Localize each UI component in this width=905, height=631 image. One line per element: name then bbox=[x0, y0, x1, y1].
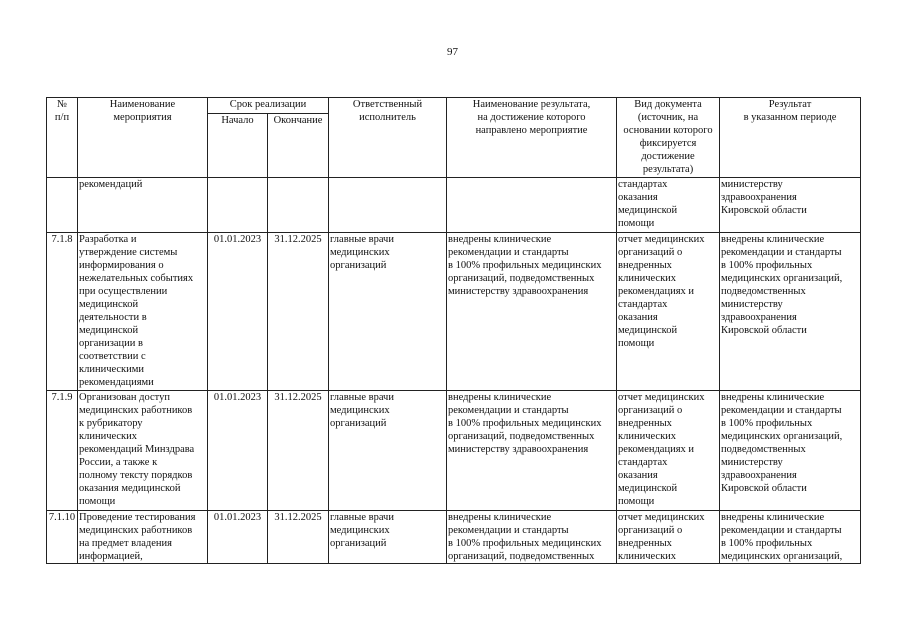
row-num: 7.1.10 bbox=[47, 511, 78, 564]
row-result-name: внедрены клинические рекомендации и стандарты в 100% профильных медицинских организаций, подведомственных bbox=[447, 511, 617, 564]
row-name: Организован доступ медицинских работников к рубрикатору клинических рекомендаций Минздрава России, а также к полному тексту порядков оказания медицинской помощи bbox=[78, 391, 208, 511]
table-row bbox=[47, 178, 861, 233]
row-name: Разработка и утверждение системы информирования о нежелательных событиях при осуществлении медицинской деятельности в медицинской организации в соответствии с клиническими рекомендациями bbox=[78, 233, 208, 391]
row-start: 01.01.2023 bbox=[208, 511, 268, 564]
page-number: 97 bbox=[447, 46, 458, 58]
header-executor: Ответственный исполнитель bbox=[329, 98, 447, 178]
row-start: 01.01.2023 bbox=[208, 233, 268, 391]
row-end: 31.12.2025 bbox=[268, 511, 329, 564]
row-start bbox=[208, 178, 268, 233]
row-end: 31.12.2025 bbox=[268, 391, 329, 511]
header-start: Начало bbox=[208, 114, 268, 178]
header-result-name: Наименование результата, на достижение которого направлено мероприятие bbox=[447, 98, 617, 178]
table-row bbox=[47, 511, 861, 564]
header-name: Наименование мероприятия bbox=[78, 98, 208, 178]
row-executor: главные врачи медицинских организаций bbox=[329, 233, 447, 391]
row-name: рекомендаций bbox=[78, 178, 208, 233]
row-num: 7.1.8 bbox=[47, 233, 78, 391]
row-executor bbox=[329, 178, 447, 233]
header-end: Окончание bbox=[268, 114, 329, 178]
header-row bbox=[47, 98, 861, 114]
row-doc-type: отчет медицинских организаций о внедренных клинических рекомендациях и стандартах оказания медицинской помощи bbox=[617, 391, 720, 511]
row-doc-type: отчет медицинских организаций о внедренных клинических bbox=[617, 511, 720, 564]
header-period: Срок реализации bbox=[208, 98, 329, 114]
table-row bbox=[47, 233, 861, 391]
row-result: внедрены клинические рекомендации и стандарты в 100% профильных медицинских организаций, bbox=[720, 511, 861, 564]
row-num bbox=[47, 178, 78, 233]
row-result-name bbox=[447, 178, 617, 233]
row-result: министерству здравоохранения Кировской области bbox=[720, 178, 861, 233]
row-end bbox=[268, 178, 329, 233]
row-result-name: внедрены клинические рекомендации и стандарты в 100% профильных медицинских организаций, подведомственных министерству здравоохранения bbox=[447, 391, 617, 511]
header-num: № п/п bbox=[47, 98, 78, 178]
measures-table bbox=[46, 97, 861, 564]
header-doc-type: Вид документа (источник, на основании которого фиксируется достижение результата) bbox=[617, 98, 720, 178]
row-result: внедрены клинические рекомендации и стандарты в 100% профильных медицинских организаций, подведомственных министерству здравоохранения Кировской области bbox=[720, 233, 861, 391]
row-name: Проведение тестирования медицинских работников на предмет владения информацией, bbox=[78, 511, 208, 564]
row-num: 7.1.9 bbox=[47, 391, 78, 511]
row-executor: главные врачи медицинских организаций bbox=[329, 391, 447, 511]
row-doc-type: стандартах оказания медицинской помощи bbox=[617, 178, 720, 233]
row-executor: главные врачи медицинских организаций bbox=[329, 511, 447, 564]
row-end: 31.12.2025 bbox=[268, 233, 329, 391]
table-row bbox=[47, 391, 861, 511]
row-result-name: внедрены клинические рекомендации и стандарты в 100% профильных медицинских организаций, подведомственных министерству здравоохранения bbox=[447, 233, 617, 391]
header-result: Результат в указанном периоде bbox=[720, 98, 861, 178]
row-doc-type: отчет медицинских организаций о внедренных клинических рекомендациях и стандартах оказания медицинской помощи bbox=[617, 233, 720, 391]
row-start: 01.01.2023 bbox=[208, 391, 268, 511]
row-result: внедрены клинические рекомендации и стандарты в 100% профильных медицинских организаций, подведомственных министерству здравоохранения Кировской области bbox=[720, 391, 861, 511]
